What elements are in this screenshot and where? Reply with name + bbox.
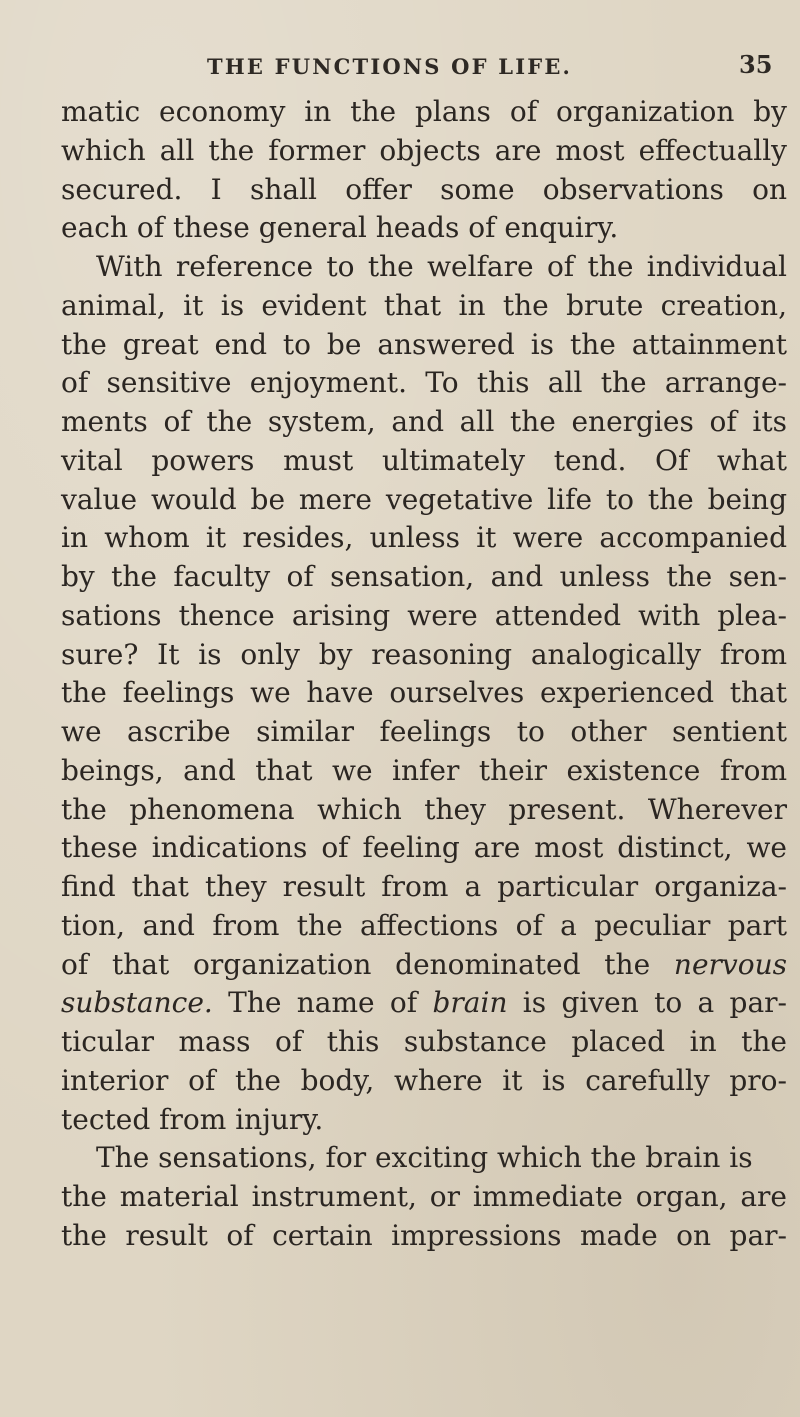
text-line: [61, 518, 787, 558]
text-segment: vital powers must ultimately tend. Of what: [61, 444, 787, 477]
text-segment: The sensations, for exciting which the brain is: [96, 1141, 753, 1174]
text-segment: by the faculty of sensation, and unless the sen-: [61, 560, 787, 593]
italic-term: brain: [432, 986, 508, 1019]
text-line: [61, 596, 787, 636]
text-line: [61, 1061, 787, 1101]
text-line: [61, 441, 787, 481]
text-segment: of that organization denominated the: [61, 948, 674, 981]
text-line: [61, 170, 787, 210]
text-line: [61, 286, 787, 326]
text-line: [61, 557, 787, 597]
text-segment: interior of the body, where it is carefully pro-: [61, 1064, 787, 1097]
text-segment: the feelings we have ourselves experienced that: [61, 676, 787, 709]
text-line: [96, 247, 787, 287]
text-segment: the great end to be answered is the attainment: [61, 328, 787, 361]
text-line: [61, 131, 787, 171]
text-segment: value would be mere vegetative life to the being: [61, 483, 787, 516]
text-segment: in whom it resides, unless it were accompanied: [61, 521, 787, 554]
text-segment: ticular mass of this substance placed in the: [61, 1025, 787, 1058]
text-line: [61, 363, 787, 403]
text-segment: the phenomena which they present. Wherever: [61, 793, 787, 826]
running-title: THE FUNCTIONS OF LIFE.: [207, 54, 573, 79]
text-line: [61, 402, 787, 442]
text-segment: is given to a par-: [507, 986, 787, 1019]
text-segment: we ascribe similar feelings to other sentient: [61, 715, 787, 748]
text-line: [61, 635, 787, 675]
text-line: [61, 673, 787, 713]
text-line: [61, 828, 787, 868]
text-line: [61, 208, 618, 248]
text-segment: find that they result from a particular organiza-: [61, 870, 787, 903]
text-line: [61, 790, 787, 830]
italic-term: nervous: [673, 948, 787, 981]
text-segment: the material instrument, or immediate organ, are: [61, 1180, 787, 1213]
text-segment: which all the former objects are most effectually: [61, 134, 787, 167]
text-line: [61, 1100, 323, 1140]
text-line: [61, 92, 787, 132]
text-segment: matic economy in the plans of organization by: [61, 95, 787, 128]
text-segment: ments of the system, and all the energies of its: [61, 405, 787, 438]
text-line: [61, 480, 787, 520]
page-number: 35: [739, 50, 773, 79]
running-head: [0, 48, 800, 88]
text-segment: sations thence arising were attended with plea-: [61, 599, 787, 632]
text-line: [96, 1138, 753, 1178]
text-segment: secured. I shall offer some observations on: [61, 173, 787, 206]
text-segment: beings, and that we infer their existence from: [61, 754, 787, 787]
italic-term: substance.: [61, 986, 213, 1019]
text-line: [61, 712, 787, 752]
text-segment: sure? It is only by reasoning analogically from: [61, 638, 787, 671]
text-line: [61, 945, 787, 985]
text-segment: The name of: [212, 986, 433, 1019]
text-segment: animal, it is evident that in the brute creation,: [61, 289, 787, 322]
text-segment: tion, and from the affections of a peculiar part: [61, 909, 787, 942]
text-line: [61, 983, 787, 1023]
text-line: [61, 751, 787, 791]
text-line: [61, 325, 787, 365]
text-segment: each of these general heads of enquiry.: [61, 211, 619, 244]
text-segment: of sensitive enjoyment. To this all the arrange-: [61, 366, 787, 399]
text-line: [61, 1216, 787, 1256]
text-line: [61, 867, 787, 907]
text-segment: With reference to the welfare of the individual: [96, 250, 787, 283]
text-segment: tected from injury.: [61, 1103, 324, 1136]
text-line: [61, 1022, 787, 1062]
text-segment: these indications of feeling are most distinct, we: [61, 831, 787, 864]
text-line: [61, 1177, 787, 1217]
text-line: [61, 906, 787, 946]
text-segment: the result of certain impressions made on par-: [61, 1219, 787, 1252]
